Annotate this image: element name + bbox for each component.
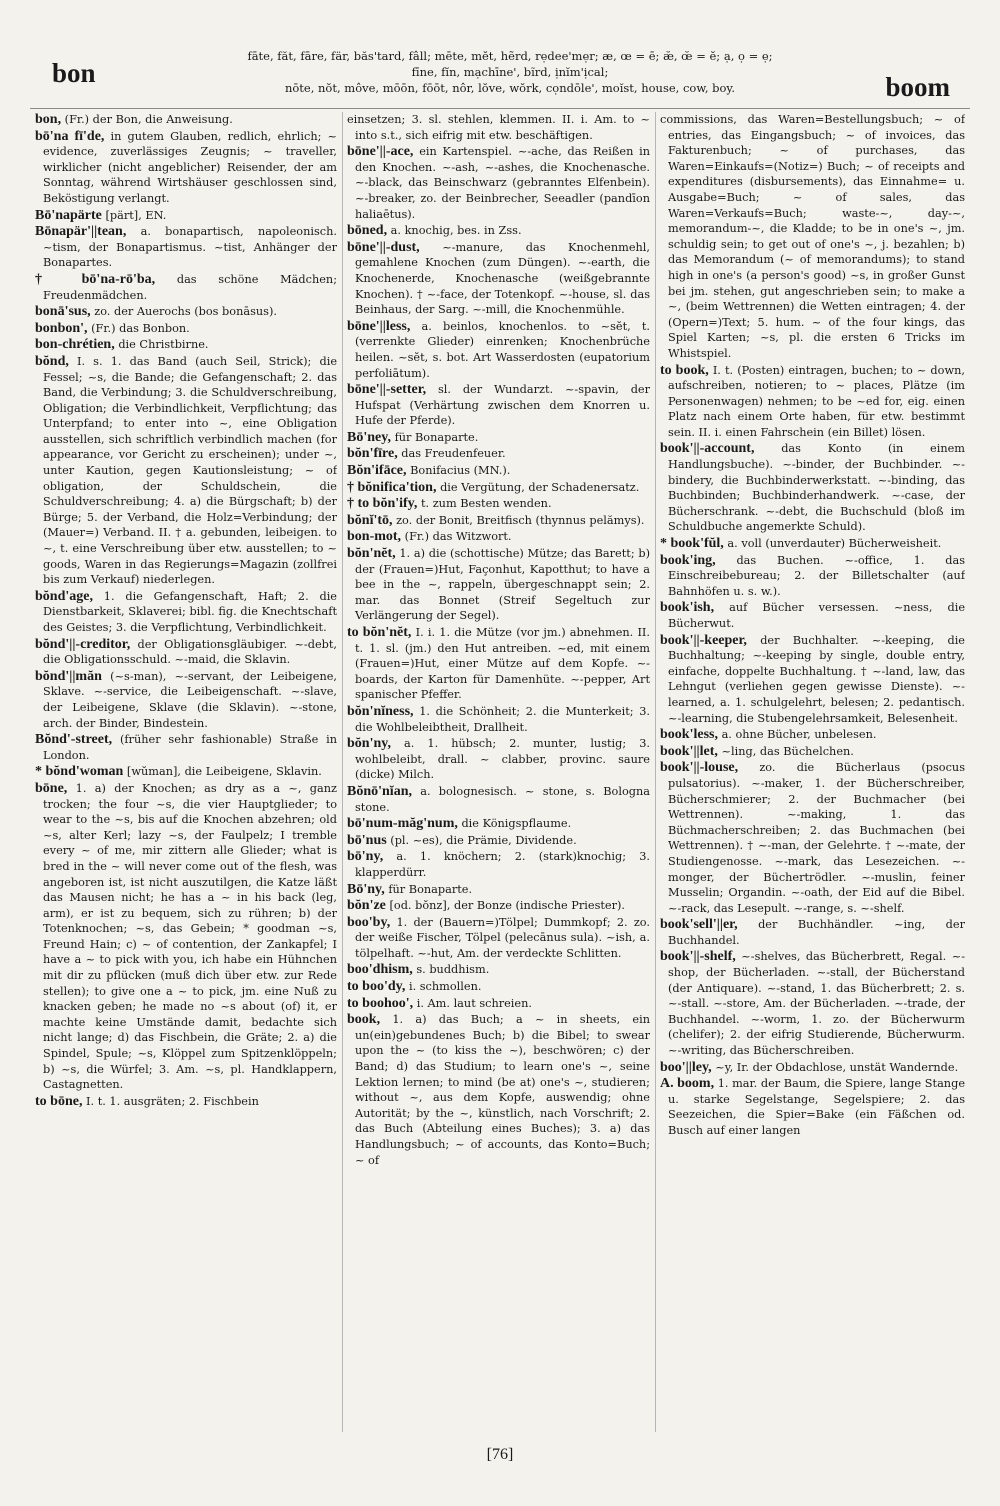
entry-text: zo. die Bücherlaus (psocus pulsatorius). ~-maker, 1. der Bücherschreiber, Bücherschmierer; 2. der Buchmacher (bei Wettrennen). ~-making, 1. das Büchmacherschreiben; 2. das Buchmachen (bei Wettrennen). † ~-man, der Gelehrte. † ~-mate, der Studiengenosse. ~-mark, das Lesezeichen. ~-monger, der Büchertrödler. ~-muslin, feiner Musselin; Organdin. ~-oath, der Eid auf die Bibel. ~-rack, das Lesepult. ~-range, s. ~-shelf. — [668, 761, 965, 915]
entry-text: a. ohne Bücher, unbelesen. — [721, 728, 877, 742]
dictionary-entry — [347, 704, 650, 735]
dictionary-entry — [35, 637, 337, 668]
column-1 — [35, 112, 337, 1432]
entry-text: (früher sehr fashionable) Straße in London. — [43, 733, 337, 762]
headword: bōned, — [347, 223, 388, 239]
headword: book'sell'||er, — [660, 917, 738, 933]
entry-text: die Christbirne. — [118, 338, 209, 352]
dictionary-entry — [347, 625, 650, 703]
entry-text: der Obligationsgläubiger. ~-debt, die Obligationsschuld. ~-maid, die Sklavin. — [43, 637, 337, 667]
dictionary-entry — [660, 363, 965, 441]
entry-text: 1. der (Bauern=)Tölpel; Dummkopf; 2. zo. der weiße Fischer, Tölpel (pelecānus sula). ~ish, a. tölpelhaft. ~-hut, Am. der verdeckte Schlitten. — [355, 915, 650, 960]
entry-text: in gutem Glauben, redlich, ehrlich; ~ evidence, zuverlässiges Zeugnis; ~ traveller, wirklicher (nicht angeblicher) Reisender, der am Sonntag, während Wirtshäuser geschlossen sind, Beköstigung verlangt. — [43, 129, 337, 205]
entry-text: das Freudenfeuer. — [401, 447, 506, 461]
dictionary-entry — [660, 536, 965, 552]
entry-text: i. schmollen. — [408, 980, 482, 994]
headword: book'ish, — [660, 600, 715, 616]
pronunciation-key — [205, 48, 815, 96]
headword: bonā'sus, — [35, 304, 91, 320]
headword: to bŏn'nĕt, — [347, 625, 412, 640]
entry-text: 1. die Schönheit; 2. die Munterkeit; 3. die Wohlbeleibtheit, Drallheit. — [355, 704, 650, 734]
dictionary-entry — [347, 736, 650, 783]
dictionary-entry — [347, 784, 650, 815]
dictionary-entry — [35, 589, 337, 636]
entry-text: [wŭman], die Leibeigene, Sklavin. — [126, 765, 322, 779]
headword: bŏn'ny, — [347, 736, 391, 752]
column-separator — [342, 112, 343, 1432]
headword: Bō'napärte — [35, 207, 102, 223]
headword: Bŏn'ifāce, — [347, 463, 407, 479]
headword: A. boom, — [660, 1076, 715, 1092]
headword: bon-mot, — [347, 529, 402, 545]
headword: bŏn'nĕt, — [347, 546, 396, 562]
dictionary-entry — [660, 949, 965, 1058]
entry-text: ~y, Ir. der Obdachlose, unstät Wandernde. — [715, 1060, 959, 1074]
entry-text: das Buchen. ~-office, 1. das Einschreibebureau; 2. der Billetschalter (auf Bahnhöfen u. s. w.). — [668, 553, 965, 598]
page-number: [76] — [486, 1446, 514, 1463]
headword: to book, — [660, 362, 709, 378]
entry-text: a. knochig, bes. in Zss. — [390, 224, 522, 238]
entry-text: 1. a) das Buch; a ~ in sheets, ein un(ein)gebundenes Buch; b) die Bibel; to swear upon the ~ (to kiss the ~), beschwören; c) der Band; d) das Studium; to learn one's ~, seine Lektion lernen; to mind (be at) one's ~, studieren; without ~, aus dem Kopfe, auswendig; ohne Autorität; by the ~, künstlich, nach Vorschrift; 2. das Buch (Abteilung eines Buches); 3. a) das Handlungsbuch; ~ of accounts, das Konto=Buch; ~ of — [355, 1013, 650, 1167]
headword: to bōne, — [35, 1093, 83, 1109]
dictionary-entry — [660, 744, 965, 760]
headword: † to bŏn'ify, — [347, 496, 418, 512]
headword: bō'nus — [347, 832, 387, 848]
entry-text: für Bonaparte. — [388, 882, 473, 896]
dictionary-entry — [347, 849, 650, 880]
dictionary-entry — [347, 529, 650, 545]
entry-text: commissions, das Waren=Bestellungsbuch; ~ of entries, das Eingangsbuch; ~ of invoices, das Fakturenbuch; ~ of purchases, das Waren=Einkaufs=(Notiz=) Buch; ~ of receipts and expenditures (disbursements), das Einnahme= u. Ausgabe=Buch; ~ of sales, das Waren=Verkaufs=Buch; waste-~, day-~, memorandum-~, die Kladde; to be in one's ~, jm. schuldig sein; to get out of one's ~, j. bezahlen; b) das Memorandum (~ of memorandums); to stand high in one's (a person's good) ~s, in großer Gunst bei jm. stehen, gut angeschrieben sein; to make a ~, (beim Wettrennen) die Wetten eintragen; 4. der (Opern=)Text; 5. hum. ~ of the four kings, das Spiel Karten; ~s, pl. die ersten 6 Tricks im Whistspiel. — [660, 113, 965, 360]
entry-text: sl. der Wundarzt. ~-spavin, der Hufspat (Verhärtung zwischen dem Knorren u. Hufe der Pferde). — [355, 383, 650, 428]
headword: bō'num-măg'num, — [347, 816, 458, 832]
column-2 — [347, 112, 650, 1432]
entry-text: einsetzen; 3. sl. stehlen, klemmen. II. i. Am. to ~ into s.t., sich eifrig mit etw. beschäftigen. — [347, 113, 650, 142]
dictionary-entry — [347, 480, 650, 496]
headword: to boo'dy, — [347, 979, 406, 995]
headword: bōne'||-ace, — [347, 144, 414, 160]
headword: boo'dhism, — [347, 962, 413, 978]
dictionary-entry — [347, 962, 650, 978]
dictionary-entry — [660, 1076, 965, 1138]
dictionary-entry — [660, 727, 965, 743]
dictionary-entry — [660, 633, 965, 727]
headword: † bō'na-rō'ba, — [35, 271, 156, 287]
entry-text: zo. der Auerochs (bos bonāsus). — [94, 305, 277, 319]
entry-text: a. 1. hübsch; 2. munter, lustig; 3. wohlbeleibt, drall. ~ clabber, provinc. saure (dicke) Milch. — [355, 737, 650, 782]
dictionary-entry — [347, 430, 650, 446]
column-separator — [655, 112, 656, 1432]
entry-text: auf Bücher versessen. ~ness, die Bücherwut. — [668, 601, 965, 630]
headword: bōne'||-setter, — [347, 382, 427, 398]
entry-text: (Fr.) das Bonbon. — [91, 321, 190, 335]
header-rule — [30, 108, 970, 109]
headword: bŏnd'||măn — [35, 668, 102, 684]
headword: Bō'ny, — [347, 881, 385, 897]
entry-text: der Buchhalter. ~-keeping, die Buchhaltung; ~-keeping by single, double entry, einfache, doppelte Buchhaltung. † ~-land, law, das Lehngut (verliehen gegen gewisse Dienste). ~-learned, a. 1. schulgelehrt, belesen; 2. pedantisch. ~-learning, die Stubengelehrsamkeit, Belesenheit. — [668, 633, 965, 725]
headword: to boohoo', — [347, 995, 414, 1011]
dictionary-entry — [347, 463, 650, 479]
entry-text: a. bonapartisch, napoleonisch. ~tism, der Bonapartismus. ~tist, Anhänger der Bonapartes. — [43, 225, 337, 270]
dictionary-entry — [347, 996, 650, 1012]
entry-text: zo. der Bonit, Breitfisch (thynnus pelămys). — [396, 513, 645, 527]
dictionary-entry — [347, 546, 650, 624]
headword: boo'by, — [347, 914, 391, 930]
entry-text: ~-shelves, das Bücherbrett, Regal. ~-shop, der Bücherladen. ~-stall, der Bücherstand (der Antiquare). ~-stand, 1. das Bücherbrett; 2. s. ~-stall. ~-store, Am. der Bücherladen. ~-trade, der Buchhandel. ~-worm, 1. zo. der Bücherwurm (chelifer); 2. der eifrig Studierende, Bücherwurm. ~-writing, das Bücherschreiben. — [668, 950, 965, 1058]
dictionary-entry — [35, 112, 337, 128]
pronunciation-line: fīne, fĭn, mạchīne', bĩrd, ịnĭm'ịcal; — [411, 65, 609, 79]
dictionary-entry — [347, 816, 650, 832]
dictionary-entry — [660, 600, 965, 631]
entry-text: I. i. 1. die Mütze (vor jm.) abnehmen. II. t. 1. sl. (jm.) den Hut antreiben. ~ed, mit einem (Frauen=)Hut, einer Mütze auf dem Kopfe. ~-boards, der Karton für Damenhüte. ~-pepper, Art spanischer Pfeffer. — [355, 626, 650, 702]
headword: † bŏnifica'tion, — [347, 479, 437, 495]
dictionary-entry — [35, 321, 337, 337]
headword: book'less, — [660, 727, 718, 743]
entry-text: I. t. 1. ausgräten; 2. Fischbein — [86, 1094, 259, 1108]
headword: book'||-louse, — [660, 760, 739, 776]
dictionary-entry — [347, 144, 650, 222]
dictionary-entry — [347, 833, 650, 849]
dictionary-entry — [347, 319, 650, 381]
entry-text: für Bonaparte. — [394, 430, 479, 444]
headword: bōne'||less, — [347, 318, 411, 334]
headword: Bōnapär'||tean, — [35, 224, 127, 240]
dictionary-entry — [347, 915, 650, 962]
dictionary-entry — [660, 1060, 965, 1076]
dictionary-entry — [35, 669, 337, 731]
entry-text: das Konto (in einem Handlungsbuche). ~-binder, der Buchbinder. ~-bindery, die Buchbinderwerkstatt. ~-binding, das Buchbinden; Buchbinderhandwerk. ~-case, der Bücherschrank. ~-debt, die Buchschuld (bloß im Schuldbuche angemerkte Schuld). — [668, 442, 965, 534]
headword: Bō'ney, — [347, 429, 391, 445]
entry-text: 1. mar. der Baum, die Spiere, lange Stange u. starke Segelstange, Segelspiere; 2. das Seezeichen, die Spier=Bake (ein Fäßchen od. Busch auf einer langen — [668, 1077, 965, 1137]
dictionary-entry — [660, 553, 965, 600]
entry-text: i. Am. laut schreien. — [416, 996, 532, 1010]
entry-text: Bonifacius (MN.). — [410, 464, 511, 478]
dictionary-entry — [347, 223, 650, 239]
dictionary-entry — [347, 446, 650, 462]
headword: book, — [347, 1012, 381, 1028]
entry-text: a. bolognesisch. ~ stone, s. Bologna stone. — [355, 784, 650, 814]
headword: bŏn'nĭness, — [347, 703, 414, 719]
entry-text: (Fr.) der Bon, die Anweisung. — [64, 113, 233, 126]
headword: Bŏnō'nĭan, — [347, 783, 412, 799]
dictionary-entry — [347, 513, 650, 529]
headword: bon, — [35, 112, 62, 127]
entry-text: I. t. (Posten) eintragen, buchen; to ~ down, aufschreiben, notieren; to ~ places, Plätze (im Personenwagen) nehmen; to be ~ed for, eig. einen Platz nach einem Orte haben, für etw. bestimmt sein. II. i. einen Fahrschein (ein Billet) lösen. — [668, 363, 965, 439]
entry-text: 1. a) der Knochen; as dry as a ~, ganz trocken; the four ~s, die vier Hauptglieder; to wear to the ~s, bis auf die Knochen abzehren; old ~s, alter Kerl; lazy ~s, der Faulpelz; I tremble every ~ of me, mir zittern alle Glieder; what is bred in the ~ will never come out of the flesh, was angeboren ist, ist nicht auszutilgen, die Katze läßt das Mausen nicht; he has a ~ in his back (leg, arm), er ist zu bequem, sich zu rühren; b) der Totenknochen; ~s, das Gebein; * goodman ~s, Freund Hain; c) ~ of contention, der Zankapfel; I have a ~ to pick with you, ich habe ein Hühnchen mit dir zu pflücken (muß dich über etw. zur Rede stellen); to give one a ~ to pick, jm. eine Nuß zu knacken geben; he made no ~s about (of) it, er machte keine Umstände damit, bedachte sich nicht lange; d) das Fischbein, die Gräte; 2. a) die Spindel, Spule; ~s, Klöppel zum Spitzenklöppeln; b) ~s, die Würfel; 3. Am. ~s, pl. Handklappern, Castagnetten. — [43, 781, 337, 1092]
headword: bŏn'fīre, — [347, 446, 398, 462]
headword: bō'ny, — [347, 849, 384, 865]
dictionary-entry — [347, 496, 650, 512]
headword: bŏnĭ'tō, — [347, 512, 393, 528]
entry-text: ~ling, das Büchelchen. — [721, 744, 854, 758]
entry-text: a. 1. knöchern; 2. (stark)knochig; 3. klapperdürr. — [355, 850, 650, 879]
dictionary-entry — [35, 781, 337, 1093]
guide-word-right: boom — [885, 72, 950, 102]
headword: Bŏnd'-street, — [35, 732, 113, 748]
headword: bōne, — [35, 780, 68, 796]
entry-text: a. beinlos, knochenlos. to ~sĕt, t. (verrenkte Glieder) einrenken; Knochenbrüche heilen. ~sĕt, s. bot. Art Wasserdosten (eupatorium perfoliātum). — [355, 319, 650, 380]
headword: bō'na fī'de, — [35, 128, 105, 144]
entry-text: (~s-man), ~-servant, der Leibeigene, Sklave. ~-service, die Leibeigenschaft. ~-slave, der Leibeigene, Sklave (die Sklavin). ~-stone, arch. der Binder, Bindestein. — [43, 669, 337, 730]
dictionary-entry — [347, 979, 650, 995]
column-3 — [660, 112, 965, 1432]
guide-word-left: bon — [52, 58, 96, 88]
dictionary-entry — [347, 112, 650, 143]
pronunciation-line: fāte, făt, fāre, fär, băs'tard, fâll; mēte, mĕt, hẽrd, rẹdee'mẹr; æ, œ = ē; æ̆, œ̆ = ĕ; ạ, ọ = ẹ; — [247, 49, 773, 63]
headword: book'||-keeper, — [660, 632, 747, 648]
entry-text: 1. die Gefangenschaft, Haft; 2. die Dienstbarkeit, Sklaverei; bibl. fig. die Knechtschaft des Geistes; 3. die Verpflichtung, Verbindlichkeit. — [43, 589, 337, 634]
entry-text: die Vergütung, der Schadenersatz. — [440, 480, 640, 494]
headword: book'||let, — [660, 743, 718, 759]
entry-text: [pärt], EN. — [105, 208, 167, 222]
entry-text: I. s. 1. das Band (auch Seil, Strick); die Fessel; ~s, die Bande; die Gefangenschaft; 2. das Band, die Verbindung; 3. die Schuldverschreibung, Obligation; die Verbindlichkeit, Verpflichtung; das Unterpfand; to enter into ~, eine Obligation ausstellen, sich schriftlich verbindlich machen (for appearance, vor Gericht zu erscheinen); under ~, unter Kaution, gegen Kautionsleistung; ~ of obligation, der Schuldschein, die Schuldverschreibung; 4. a) die Bürgschaft; b) der Bürge; 5. der Verband, die Holz=Verbindung; der (Mauer=) Verband. II. † a. gebunden, leibeigen. to ~, t. eine Verschreibung über etw. ausstellen; to ~ goods, Waren in das Regierungs=Magazin (zollfrei bis zum Verkauf) niederlegen. — [43, 354, 337, 587]
dictionary-entry — [347, 240, 650, 318]
headword: * book'fŭl, — [660, 536, 724, 552]
dictionary-entry — [660, 441, 965, 535]
dictionary-entry — [347, 882, 650, 898]
entry-text: (Fr.) das Witzwort. — [404, 530, 512, 544]
entry-text: der Buchhändler. ~ing, der Buchhandel. — [668, 918, 965, 947]
dictionary-entry — [35, 354, 337, 588]
dictionary-entry — [347, 898, 650, 914]
dictionary-entry — [35, 129, 337, 207]
entry-text: das schöne Mädchen; Freudenmädchen. — [43, 272, 337, 302]
headword: bōne'||-dust, — [347, 239, 420, 255]
dictionary-entry — [347, 1012, 650, 1168]
dictionary-entry — [660, 112, 965, 362]
dictionary-entry — [35, 732, 337, 763]
pronunciation-line: nōte, nŏt, môve, mōōn, fōōt, nôr, lŏve, wŏrk, cọndōle', moĭst, house, cow, boy. — [284, 81, 736, 95]
headword: bŏnd, — [35, 353, 69, 369]
entry-text: s. buddhism. — [416, 963, 490, 977]
headword: book'ing, — [660, 552, 716, 568]
headword: book'||-account, — [660, 441, 755, 457]
dictionary-entry — [660, 760, 965, 916]
entry-text: die Königspflaume. — [461, 817, 572, 831]
headword: bonbon', — [35, 320, 88, 336]
dictionary-entry — [35, 208, 337, 224]
dictionary-entry — [35, 272, 337, 303]
dictionary-entry — [35, 304, 337, 320]
entry-text: ein Kartenspiel. ~-ache, das Reißen in den Knochen. ~-ash, ~-ashes, die Knochenasche. ~-black, das Beinschwarz (gebranntes Elfenbein). ~-breaker, zo. der Beinbrecher, Seeadler (pandīon haliaētus). — [355, 145, 650, 221]
headword: bon-chrétien, — [35, 337, 115, 353]
entry-text: (pl. ~es), die Prämie, Dividende. — [390, 833, 577, 847]
headword: book'||-shelf, — [660, 949, 736, 965]
dictionary-entry — [35, 1094, 337, 1110]
dictionary-entry — [35, 337, 337, 353]
entry-text: a. voll (unverdauter) Bücherweisheit. — [727, 537, 942, 551]
headword: * bŏnd'woman — [35, 764, 124, 780]
headword: bŏnd'age, — [35, 588, 93, 604]
headword: boo'||ley, — [660, 1059, 712, 1075]
dictionary-entry — [35, 764, 337, 780]
headword: bŏn'ze — [347, 898, 386, 914]
entry-text: [od. bŏnz], der Bonze (indische Priester). — [389, 899, 626, 913]
dictionary-entry — [660, 917, 965, 948]
dictionary-entry — [35, 224, 337, 271]
entry-text: ~-manure, das Knochenmehl, gemahlene Knochen (zum Düngen). ~-earth, die Knochenerde, Knochenasche (weißgebrannte Knochen). † ~-face, der Totenkopf. ~-house, sl. das Beinhaus, der Sarg. ~-mill, die Knochenmühle. — [355, 240, 650, 317]
entry-text: t. zum Besten wenden. — [421, 497, 552, 511]
dictionary-entry — [347, 382, 650, 429]
headword: bŏnd'||-creditor, — [35, 636, 131, 652]
entry-text: 1. a) die (schottische) Mütze; das Barett; b) der (Frauen=)Hut, Façonhut, Kapotthut; to have a bee in the ~, rappeln, übergeschnappt sein; 2. mar. das Bonnet (Streif Segeltuch zur Verlängerung der Segel). — [355, 547, 650, 623]
